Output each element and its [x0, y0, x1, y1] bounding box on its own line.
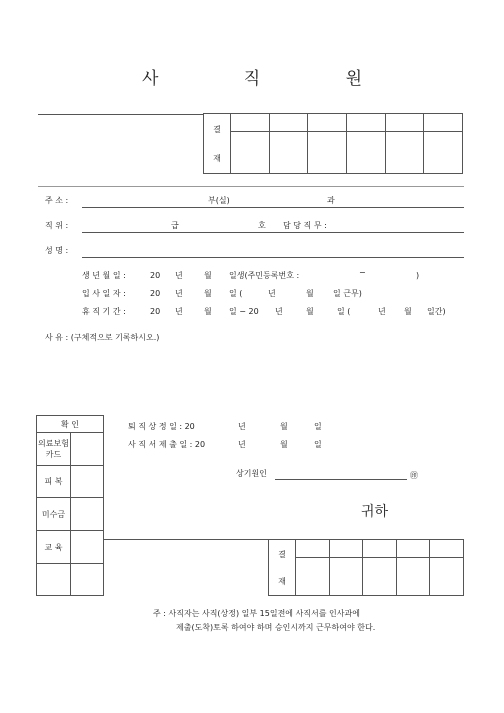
note-line-2: 제출(도착)토록 하여야 하며 승인시까지 근무하여야 한다. — [176, 623, 376, 632]
retire-wol: 월 — [280, 422, 288, 431]
approval-sign-cell[interactable] — [363, 558, 397, 596]
approval-sign-cell[interactable] — [424, 132, 463, 174]
approval-label-bottom-cell — [269, 540, 296, 596]
position-field[interactable] — [82, 232, 464, 233]
bottom-divider — [104, 539, 268, 540]
approval-cell[interactable] — [329, 540, 363, 558]
address-label: 주 소 : — [45, 196, 69, 205]
birth-wol: 월 — [204, 271, 212, 280]
submit-nyeon: 년 — [238, 440, 246, 449]
approval-sign-cell[interactable] — [308, 132, 347, 174]
confirm-check-cell[interactable] — [71, 498, 104, 531]
retire-label: 퇴 직 상 정 일 : 20 — [128, 422, 195, 431]
confirm-check-cell[interactable] — [71, 466, 104, 498]
approval-table-top — [203, 113, 463, 174]
leave-wol: 월 — [204, 307, 212, 316]
approval-cell[interactable] — [430, 540, 464, 558]
confirm-check-cell[interactable] — [71, 564, 104, 596]
confirm-row-label: 교 육 — [37, 531, 71, 564]
address-section: 과 — [327, 196, 335, 205]
leave-il: 일 − 20 — [229, 307, 259, 316]
approval-cell[interactable] — [346, 114, 385, 132]
approval-cell[interactable] — [269, 114, 308, 132]
join-label: 입 사 일 자 : — [82, 289, 126, 298]
approval-sign-cell[interactable] — [430, 558, 464, 596]
approval-label-bottom: 재 — [278, 576, 286, 586]
confirm-table — [36, 415, 104, 596]
approval-sign-cell[interactable] — [385, 132, 424, 174]
note-line-1: 주 : 사직자는 사직(상정) 일부 15일전에 사직서를 인사과에 — [153, 609, 360, 618]
leave-paren: 일 ( — [337, 307, 351, 316]
join-tail: 일 근무) — [333, 289, 362, 298]
join-wol2: 월 — [306, 289, 314, 298]
birth-dash: − — [359, 268, 366, 277]
confirm-row-label: 피 복 — [37, 466, 71, 498]
confirm-row-label: 미수금 — [37, 498, 71, 531]
position-duty: 담 당 직 무 : — [283, 221, 327, 230]
reason-label: 사 유 : (구체적으로 기록하시오.) — [45, 333, 160, 342]
approval-label-top: 결 — [278, 549, 286, 559]
join-nyeon2: 년 — [268, 289, 276, 298]
leave-nyeon2: 년 — [275, 307, 283, 316]
approval-cell[interactable] — [296, 540, 330, 558]
approval-cell[interactable] — [308, 114, 347, 132]
approval-sign-cell[interactable] — [269, 132, 308, 174]
approval-label-bottom: 재 — [213, 153, 221, 163]
join-il: 일 ( — [229, 289, 243, 298]
approval-label-top: 결 — [213, 124, 221, 134]
birth-il: 일생(주민등록번호 : — [229, 271, 300, 280]
birth-nyeon: 년 — [175, 271, 183, 280]
position-no: 호 — [258, 221, 266, 230]
submit-label: 사 직 서 제 출 일 : 20 — [128, 440, 206, 449]
confirm-row-label — [37, 564, 71, 596]
approval-cell[interactable] — [385, 114, 424, 132]
signer-field[interactable] — [275, 479, 407, 480]
approval-cell[interactable] — [424, 114, 463, 132]
submit-wol: 월 — [280, 440, 288, 449]
birth-year: 20 — [150, 271, 161, 280]
position-grade: 급 — [171, 221, 179, 230]
page-title: 사 직 원 — [141, 69, 403, 89]
approval-cell[interactable] — [396, 540, 430, 558]
birth-close: ) — [416, 271, 420, 280]
confirm-header: 확 인 — [37, 416, 104, 433]
leave-tail: 일간) — [427, 307, 446, 316]
address-dept: 부(실) — [208, 196, 230, 205]
leave-nyeon3: 년 — [378, 307, 386, 316]
join-nyeon: 년 — [175, 289, 183, 298]
approval-label-top-cell — [204, 114, 231, 174]
approval-sign-cell[interactable] — [396, 558, 430, 596]
join-wol: 월 — [204, 289, 212, 298]
approval-cell[interactable] — [363, 540, 397, 558]
confirm-check-cell[interactable] — [71, 433, 104, 466]
approval-cell[interactable] — [231, 114, 270, 132]
signer-label: 상기원인 — [236, 469, 267, 478]
retire-nyeon: 년 — [238, 422, 246, 431]
leave-wol3: 월 — [404, 307, 412, 316]
retire-il: 일 — [314, 422, 322, 431]
section-divider — [38, 186, 464, 187]
approval-sign-cell[interactable] — [346, 132, 385, 174]
name-label: 성 명 : — [45, 246, 69, 255]
submit-il: 일 — [314, 440, 322, 449]
confirm-row-label: 의료보험카드 — [37, 433, 71, 466]
addressee: 귀하 — [361, 504, 389, 520]
leave-nyeon: 년 — [175, 307, 183, 316]
leave-year: 20 — [150, 307, 161, 316]
approval-sign-cell[interactable] — [296, 558, 330, 596]
top-divider — [38, 114, 203, 115]
confirm-check-cell[interactable] — [71, 531, 104, 564]
seal-icon: ㊞ — [410, 471, 418, 480]
join-year: 20 — [150, 289, 161, 298]
position-label: 직 위 : — [45, 221, 69, 230]
birth-label: 생 년 월 일 : — [82, 271, 126, 280]
name-field[interactable] — [82, 257, 464, 258]
leave-wol2: 월 — [306, 307, 314, 316]
address-field[interactable] — [82, 207, 464, 208]
approval-table-bottom — [268, 539, 464, 596]
approval-sign-cell[interactable] — [329, 558, 363, 596]
leave-label: 휴 직 기 간 : — [82, 307, 126, 316]
approval-sign-cell[interactable] — [231, 132, 270, 174]
